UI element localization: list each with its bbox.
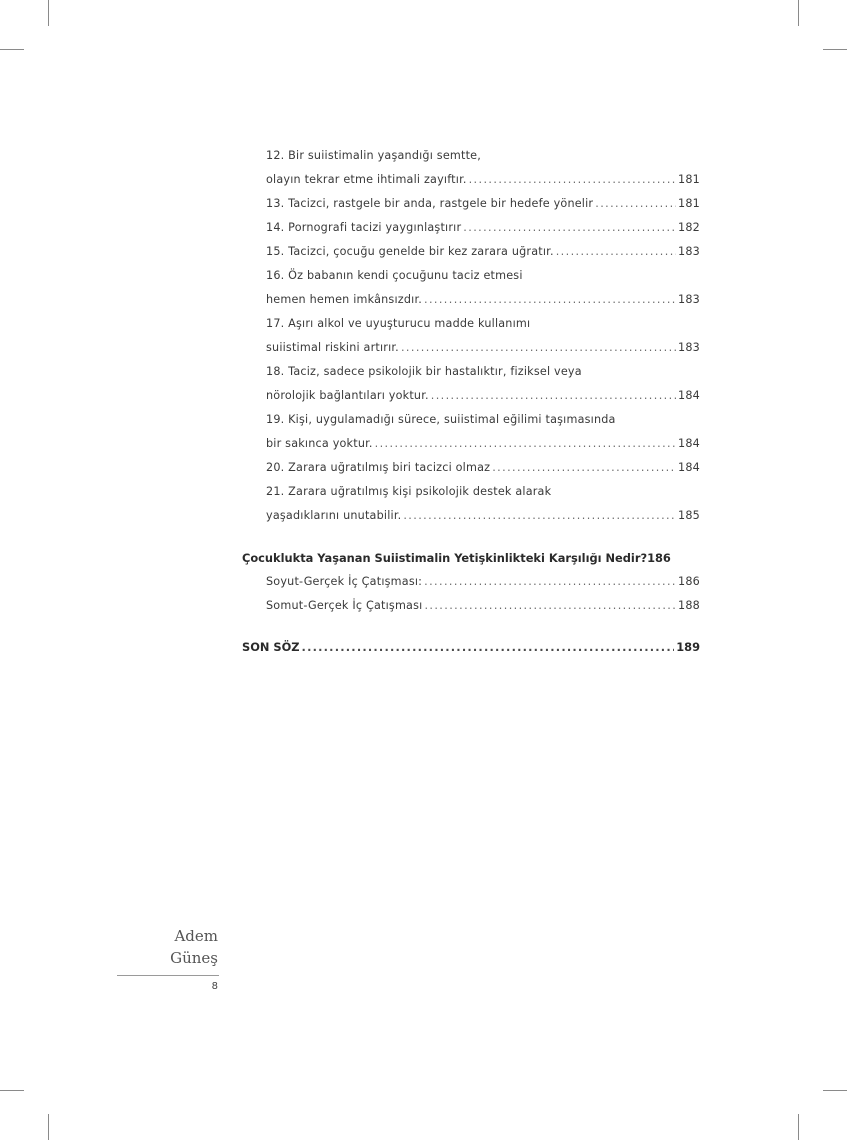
page-number: 8 [211, 981, 218, 992]
toc-entry-17-line-2[interactable]: suiistimal riskini artırır. ..... 183 [266, 340, 700, 356]
dot-leader [403, 508, 676, 524]
page-ref: 183 [678, 341, 700, 354]
author-first-name: Adem [174, 927, 218, 945]
dot-leader [424, 292, 676, 308]
crop-mark [0, 49, 24, 50]
toc-entry-19-line-2[interactable]: bir sakınca yoktur. ..... 184 [266, 436, 700, 452]
toc-entry-13[interactable]: 13. Tacizci, rastgele bir anda, rastgele bir hedefe yönelir ..... 181 [266, 196, 700, 212]
dot-leader [431, 388, 676, 404]
toc-entry-12-line-2[interactable]: olayın tekrar etme ihtimali zayıftır. ..... 181 [266, 172, 700, 188]
toc-entry-16-line-1: 16. Öz babanın kendi çocuğunu taciz etmesi [266, 269, 523, 282]
author-last-name: Güneş [170, 949, 218, 967]
crop-mark [798, 1114, 799, 1140]
page-ref: 188 [678, 599, 700, 612]
dot-leader [424, 598, 676, 614]
page-ref: 183 [678, 245, 700, 258]
toc-entry-21-line-2[interactable]: yaşadıklarını unutabilir. ..... 185 [266, 508, 700, 524]
dot-leader [401, 340, 676, 356]
dot-leader [469, 172, 676, 188]
page-ref: 189 [676, 640, 700, 654]
toc-section-heading[interactable]: Çocuklukta Yaşanan Suiistimalin Yetişkinlikteki Karşılığı Nedir? 186 [242, 551, 671, 565]
toc-entry-18-line-2[interactable]: nörolojik bağlantıları yoktur. ..... 184 [266, 388, 700, 404]
toc-entry-15[interactable]: 15. Tacizci, çocuğu genelde bir kez zarara uğratır. ..... 183 [266, 244, 700, 260]
footer-divider [117, 975, 219, 976]
dot-leader [492, 460, 676, 476]
toc-subsection-2[interactable]: Somut-Gerçek İç Çatışması ..... 188 [266, 598, 700, 614]
page-ref: 185 [678, 509, 700, 522]
crop-mark [823, 49, 847, 50]
toc-entry-21-line-1: 21. Zarara uğratılmış kişi psikolojik destek alarak [266, 485, 552, 498]
toc-entry-18-line-1: 18. Taciz, sadece psikolojik bir hastalıktır, fiziksel veya [266, 365, 582, 378]
toc-entry-17-line-1: 17. Aşırı alkol ve uyuşturucu madde kullanımı [266, 317, 531, 330]
page-ref: 182 [678, 221, 700, 234]
toc-closing[interactable]: SON SÖZ ..... 189 [242, 639, 700, 655]
toc-entry-19-line-1: 19. Kişi, uygulamadığı sürece, suiistimal eğilimi taşımasında [266, 413, 616, 426]
page-ref: 181 [678, 197, 700, 210]
page-ref: 186 [647, 551, 671, 565]
dot-leader [595, 196, 676, 212]
crop-mark [823, 1090, 847, 1091]
crop-mark [48, 1114, 49, 1140]
page-ref: 184 [678, 437, 700, 450]
dot-leader [302, 639, 675, 655]
dot-leader [556, 244, 676, 260]
page-ref: 183 [678, 293, 700, 306]
dot-leader [375, 436, 676, 452]
page-ref: 184 [678, 389, 700, 402]
page-ref: 184 [678, 461, 700, 474]
toc-subsection-1[interactable]: Soyut-Gerçek İç Çatışması: ..... 186 [266, 574, 700, 590]
toc-entry-12-line-1: 12. Bir suiistimalin yaşandığı semtte, [266, 149, 482, 162]
crop-mark [0, 1090, 24, 1091]
crop-mark [798, 0, 799, 26]
toc-entry-16-line-2[interactable]: hemen hemen imkânsızdır. ..... 183 [266, 292, 700, 308]
toc-entry-20[interactable]: 20. Zarara uğratılmış biri tacizci olmaz ..... 184 [266, 460, 700, 476]
dot-leader [424, 574, 676, 590]
page-ref: 186 [678, 575, 700, 588]
dot-leader [463, 220, 676, 236]
page-ref: 181 [678, 173, 700, 186]
toc-entry-14[interactable]: 14. Pornografi tacizi yaygınlaştırır ..... 182 [266, 220, 700, 236]
crop-mark [48, 0, 49, 26]
